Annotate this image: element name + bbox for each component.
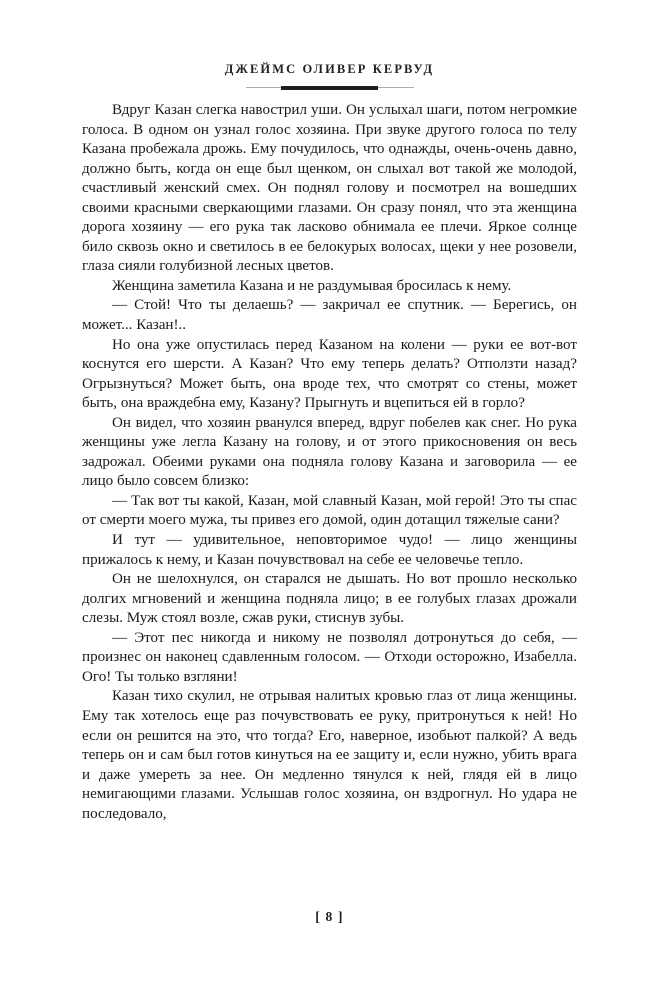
paragraph: Но она уже опустилась перед Казаном на колени — руки ее вот-вот коснутся его шерсти. А Казан? Что ему теперь делать? Отползти назад? Огрызнуться? Может быть, она вроде тех, что смотрят со стены, может быть, она враждебна ему, Казану? Прыгнуть и вцепиться ей в горло? xyxy=(82,336,577,412)
running-head xyxy=(0,60,659,92)
paragraph: И тут — удивительное, неповторимое чудо! — лицо женщины прижалось к нему, и Казан почувствовал на себе ее человечье тепло. xyxy=(82,532,577,568)
paragraph: Он не шелохнулся, он старался не дышать. Но вот прошло несколько долгих мгновений и женщина подняла лицо; в ее голубых глазах дрожали слезы. Муж стоял возле, сжав руки, стиснув зубы. xyxy=(82,571,577,627)
page-number: [ 8 ] xyxy=(315,909,344,924)
paragraph: Женщина заметила Казана и не раздумывая бросилась к нему. xyxy=(112,277,512,294)
paragraph: Казан тихо скулил, не отрывая налитых кровью глаз от лица женщины. Ему так хотелось еще раз почувствовать ее руку, притронуться к ней! Но если он решится на это, что тогда? Его, наверное, изобьют палкой? А ведь теперь он и сам был готов кинуться на ее защиту и, если нужно, убить врага и даже умереть за нее. Он медленно тянулся к ней, глядя ей в лицо немигающими глазами. Услышав голос хозяина, он вздрогнул. Но удара не последовало, xyxy=(82,688,577,822)
paragraph: — Этот пес никогда и никому не позволял дотронуться до себя, — произнес он наконец сдавленным голосом. — Отходи осторожно, Изабелла. Ого! Ты только взгляни! xyxy=(82,629,577,685)
paragraph: Вдруг Казан слегка навострил уши. Он услыхал шаги, потом негромкие голоса. В одном он узнал голос хозяина. При звуке другого голоса по телу Казана пробежала дрожь. Ему почудилось, что однажды, очень-очень давно, должно быть, когда он еще был щенком, он слыхал вот такой же молодой, счастливый женский смех. Он поднял голову и посмотрел на вошедших своими красными сверкающими глазами. Он сразу понял, что эта женщина дорога хозяину — его рука так ласково обнимала ее плечи. Яркое солнце било сквозь окно и светилось в ее белокурых волосах, щеки у нее розовели, глаза сияли голубизной лесных цветов. xyxy=(82,102,577,275)
running-head-author-name: ДЖЕЙМС ОЛИВЕР КЕРВУД xyxy=(224,62,435,76)
paragraph: — Стой! Что ты делаешь? — закричал ее спутник. — Берегись, он может... Казан!.. xyxy=(82,297,577,334)
header-rule-thick-line xyxy=(281,86,378,90)
page-body-text xyxy=(82,101,577,824)
page-footer xyxy=(0,908,659,926)
paragraph: — Так вот ты какой, Казан, мой славный Казан, мой герой! Это ты спас от смерти моего мужа, ты привез его домой, один дотащил тяжелые сани? xyxy=(82,492,577,529)
header-ornament-rule xyxy=(246,84,414,92)
paragraph: Он видел, что хозяин рванулся вперед, вдруг побелев как снег. Но рука женщины уже легла Казану на голову, и от этого прикосновения он весь задрожал. Обеими руками она подняла голову Казана и заговорила — ее лицо было совсем близко: xyxy=(82,414,577,490)
